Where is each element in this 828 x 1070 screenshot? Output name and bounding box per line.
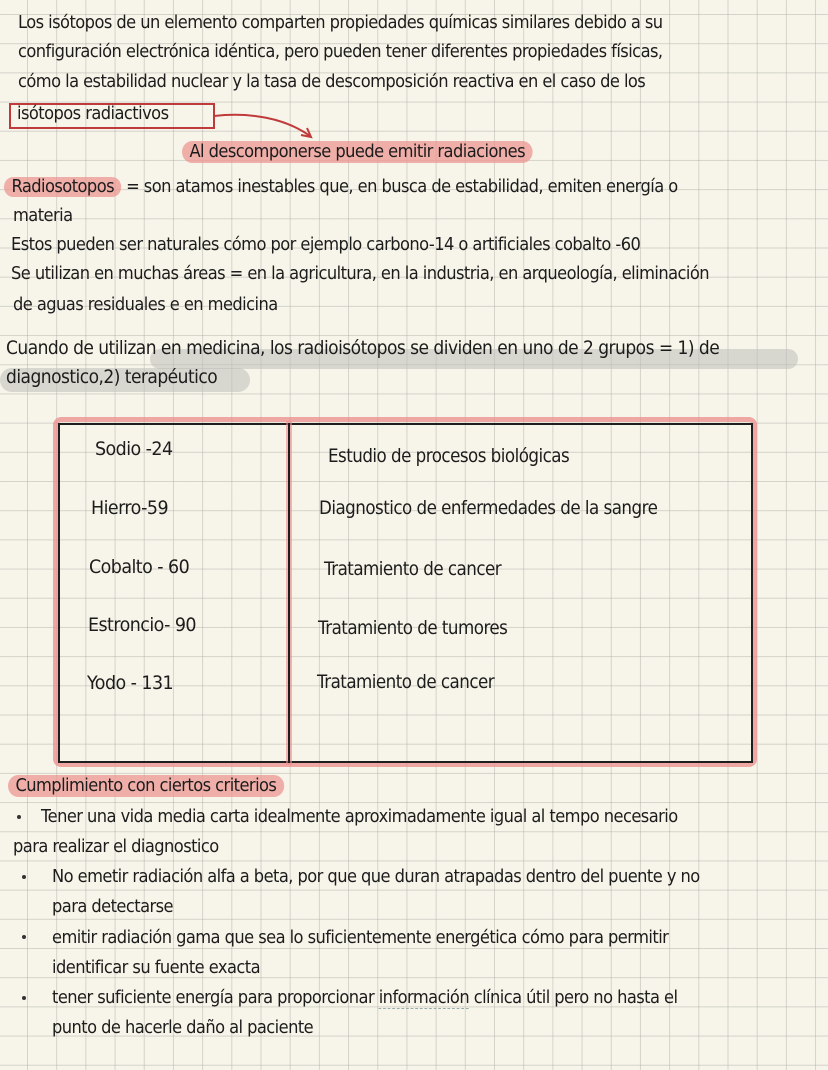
intro-line-2: configuración electrónica idéntica, pero pueden tener diferentes propiedades físicas,	[18, 42, 663, 62]
criteria-item-3-line-2: identificar su fuente exacta	[52, 958, 261, 978]
bullet-icon	[17, 815, 21, 819]
radioisotopes-definition-line	[4, 176, 678, 198]
table-cell-use: Tratamiento de tumores	[318, 617, 508, 639]
arrow-icon	[210, 108, 320, 144]
table-cell-use: Estudio de procesos biológicas	[328, 445, 570, 467]
criteria-item-1-line-2: para realizar el diagnostico	[13, 837, 219, 857]
criteria-item-4-line-1	[52, 987, 677, 1009]
table-cell-isotope: Hierro-59	[91, 497, 169, 519]
criteria-item-4-line-2: punto de hacerle daño al paciente	[52, 1018, 314, 1038]
table-cell-isotope: Yodo - 131	[87, 672, 174, 694]
criteria-item-1-line-1: Tener una vida media carta idealmente aproximadamente igual al tempo necesario	[41, 807, 678, 827]
table-cell-use: Tratamiento de cancer	[324, 558, 502, 580]
boxed-term: isótopos radiactivos	[17, 104, 169, 124]
isotope-table	[58, 423, 753, 763]
criteria-item-2-line-2: para detectarse	[52, 897, 174, 917]
isotope-table-divider	[288, 423, 290, 763]
radioisotopes-uses-1: Se utilizan en muchas áreas = en la agricultura, en la industria, en arqueología, eliminación	[11, 264, 710, 284]
callout-highlight: Al descomponerse puede emitir radiaciones	[182, 141, 532, 163]
criteria-item-4-text-a: tener suficiente energía para proporcionar	[52, 988, 379, 1008]
intro-line-3: cómo la estabilidad nuclear y la tasa de descomposición reactiva en el caso de los	[18, 72, 646, 92]
intro-line-1: Los isótopos de un elemento comparten propiedades químicas similares debido a su	[18, 13, 663, 33]
spellcheck-word: información	[378, 988, 470, 1008]
criteria-item-2-line-1: No emetir radiación alfa a beta, por que que duran atrapadas dentro del puente y no	[52, 867, 700, 887]
bullet-icon	[22, 935, 26, 939]
table-cell-isotope: Estroncio- 90	[88, 614, 196, 636]
radioisotopes-definition-cont: materia	[13, 206, 73, 226]
criteria-heading: Cumplimiento con ciertos criterios	[8, 775, 284, 797]
criteria-item-3-line-1: emitir radiación gama que sea lo suficientemente energética cómo para permitir	[52, 928, 669, 948]
table-cell-use: Tratamiento de cancer	[317, 671, 495, 693]
medicine-line-1: Cuando de utilizan en medicina, los radioisótopos se dividen en uno de 2 grupos = 1) de	[6, 337, 720, 359]
radioisotopes-definition: = son atamos inestables que, en busca de estabilidad, emiten energía o	[126, 177, 678, 197]
medicine-line-2: diagnostico,2) terapéutico	[6, 366, 218, 388]
table-cell-use: Diagnostico de enfermedades de la sangre	[319, 497, 658, 519]
table-cell-isotope: Sodio -24	[95, 438, 173, 460]
criteria-item-4-text-c: clínica útil pero no hasta el	[469, 988, 678, 1008]
bullet-icon	[22, 996, 26, 1000]
radioisotopes-term: Radiosotopos	[4, 177, 121, 197]
radioisotopes-uses-2: de aguas residuales e en medicina	[13, 295, 278, 315]
radioisotopes-examples: Estos pueden ser naturales cómo por ejemplo carbono-14 o artificiales cobalto -60	[11, 235, 641, 255]
bullet-icon	[22, 875, 26, 879]
table-cell-isotope: Cobalto - 60	[89, 556, 190, 578]
